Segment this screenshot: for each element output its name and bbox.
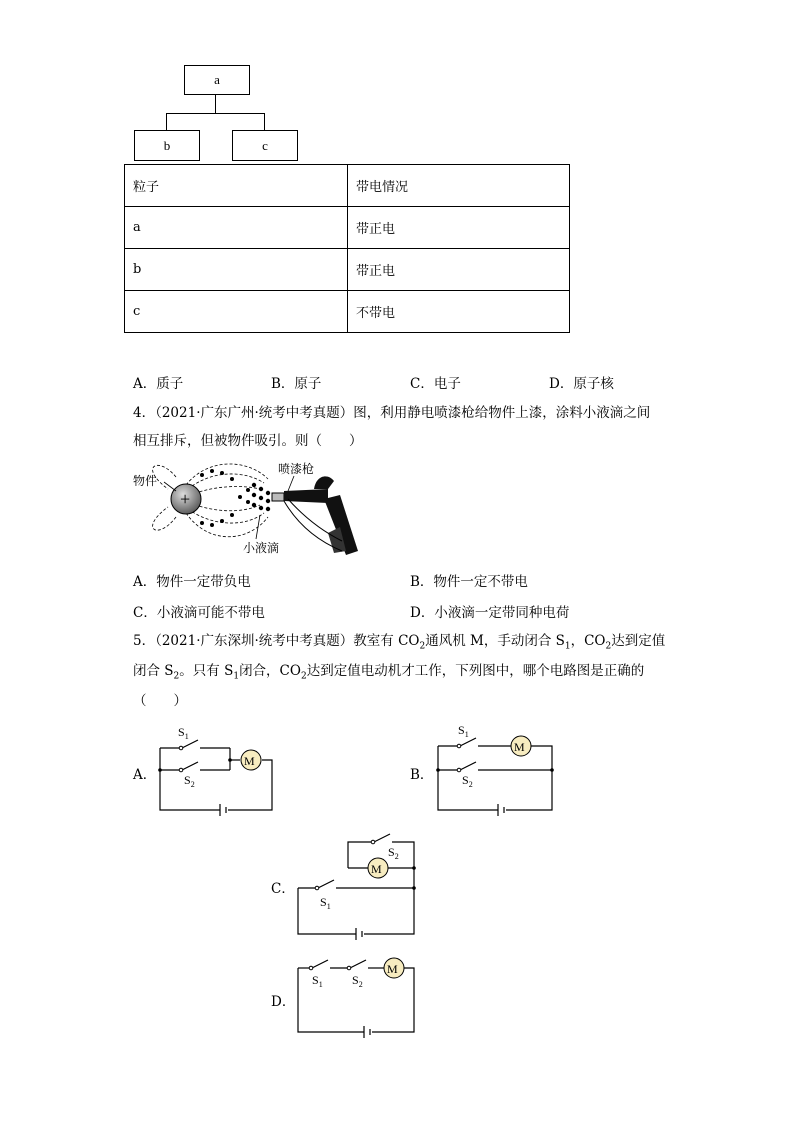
subscript: 2: [419, 641, 426, 652]
table-row: [125, 249, 570, 291]
q5-text: ，CO: [570, 633, 606, 649]
table-cell: c: [125, 291, 348, 333]
motor-label: M: [514, 740, 525, 754]
label-object: 物件: [133, 474, 158, 488]
q5-text: 闭合，CO: [239, 663, 301, 679]
switch-label-s2: $S_2$: [462, 773, 473, 789]
q4-option-b[interactable]: B．物件一定不带电: [410, 574, 528, 590]
q3-option-d[interactable]: D．原子核: [549, 376, 614, 392]
q5-option-a[interactable]: A．: [133, 767, 157, 783]
q4-stem-line2: 相互排斥，但被物件吸引。则（ ）: [133, 433, 363, 449]
tree-label-a: a: [214, 72, 220, 87]
table-header-cell: 带电情况: [348, 165, 570, 207]
subscript: 2: [605, 641, 612, 652]
table-row: [125, 291, 570, 333]
spray-gun-figure: [128, 455, 368, 563]
tree-connector: [166, 113, 167, 130]
switch-label-s2: $S_2$: [352, 973, 363, 989]
subscript: 1: [233, 671, 240, 682]
q5-text: 5．（2021·广东深圳·统考中考真题）教室有 CO: [133, 633, 420, 649]
q3-option-c[interactable]: C．电子: [410, 376, 461, 392]
q5-stem-line1: [133, 632, 665, 656]
q5-text: 达到定值: [611, 633, 666, 649]
subscript: 1: [564, 641, 571, 652]
table-cell: 带正电: [348, 207, 570, 249]
q4-option-d[interactable]: D．小液滴一定带同种电荷: [410, 605, 570, 621]
label-gun: 喷漆枪: [278, 462, 315, 476]
table-cell: 不带电: [348, 291, 570, 333]
switch-label-s1: $S_1$: [178, 725, 189, 741]
q5-option-b[interactable]: B．: [410, 767, 434, 783]
q3-option-b[interactable]: B．原子: [271, 376, 322, 392]
switch-label-s2: $S_2$: [184, 773, 195, 789]
subscript: 2: [300, 671, 307, 682]
q5-text: 闭合 S: [133, 663, 174, 679]
table-cell: b: [125, 249, 348, 291]
particle-charge-table: [124, 164, 570, 333]
q4-stem-line1: 4．（2021·广东广州·统考中考真题）图，利用静电喷漆枪给物件上漆，涂料小液滴之间: [133, 405, 651, 421]
tree-connector: [215, 94, 216, 114]
switch-label-s2: $S_2$: [388, 845, 399, 861]
switch-label-s1: $S_1$: [312, 973, 323, 989]
tree-connector: [264, 113, 265, 130]
table-header-cell: 粒子: [125, 165, 348, 207]
table-header-row: [125, 165, 570, 207]
q4-option-a[interactable]: A．物件一定带负电: [133, 574, 251, 590]
switch-label-s1: $S_1$: [458, 723, 469, 739]
circuit-d[interactable]: [290, 952, 425, 1042]
q5-option-c[interactable]: C．: [271, 881, 295, 897]
motor-label: M: [244, 754, 255, 768]
circuit-b[interactable]: [430, 718, 560, 818]
q5-text: 通风机 M，手动闭合 S: [425, 633, 565, 649]
tree-node-b: [134, 130, 200, 161]
circuit-c[interactable]: [290, 830, 425, 942]
label-droplet: 小液滴: [243, 541, 280, 555]
q5-option-d[interactable]: D．: [271, 994, 296, 1010]
gun-nozzle: [272, 493, 284, 501]
table-cell: 带正电: [348, 249, 570, 291]
tree-connector: [166, 113, 265, 114]
tree-label-b: b: [163, 137, 171, 153]
switch-label-s1: $S_1$: [320, 895, 331, 911]
q3-option-a[interactable]: A．质子: [133, 376, 184, 392]
table-cell: a: [125, 207, 348, 249]
tree-node-c: [232, 130, 298, 161]
motor-label: M: [371, 862, 382, 876]
tree-label-c: c: [262, 137, 268, 153]
motor-label: M: [387, 962, 398, 976]
circuit-a[interactable]: [152, 718, 282, 818]
q5-stem-line3: （ ）: [133, 693, 187, 709]
table-row: [125, 207, 570, 249]
q5-text: 达到定值电动机才工作，下列图中，哪个电路图是正确的: [306, 663, 645, 679]
q5-text: 。只有 S: [179, 663, 234, 679]
gun-barrel: [284, 489, 328, 503]
tree-node-a: [184, 65, 250, 95]
subscript: 2: [173, 671, 180, 682]
q4-option-c[interactable]: C．小液滴可能不带电: [133, 605, 265, 621]
q5-stem-line2: [133, 662, 644, 686]
plus-sign: +: [180, 489, 191, 509]
